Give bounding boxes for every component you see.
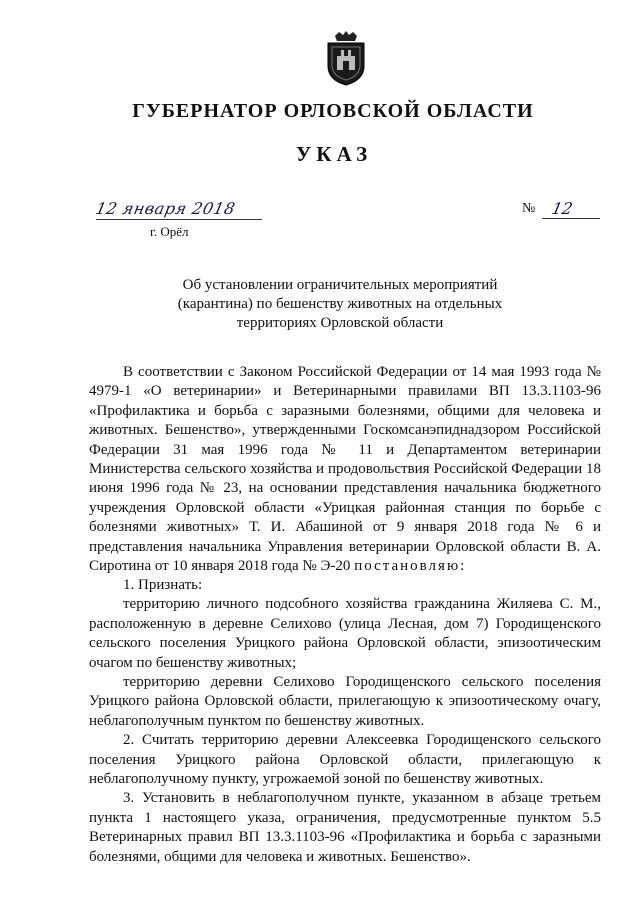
document-number-field xyxy=(522,199,600,219)
preamble-text: В соответствии с Законом Российской Федерации от 14 мая 1993 года № 4979-1 «О ветеринарии» и Ветеринарными правилами ВП 13.3.1103-96 «Профилактика и борьба с заразными болезнями, общими для человека и животных. Бешенство», утвержденными Госкомсанэпиднадзором Российской Федерации 31 мая 1996 года № 11 и Департаментом ветеринарии Министерства сельского хозяйства и продовольствия Российской Федерации 18 июня 1996 года № 23, на основании представления начальника бюджетного учреждения Орловской области «Урицкая районная станция по борьбе с болезнями животных» Т. И. Абашиной от 9 января 2018 года № 6 и представления начальника Управления ветеринарии Орловской области В. А. Сиротина от 10 января 2018 года № Э-20 xyxy=(89,364,601,575)
handwritten-date: 12 января 2018 xyxy=(93,199,238,218)
point-3: 3. Установить в неблагополучном пункте, указанном в абзаце третьем пункта 1 настоящего указа, ограничения, предусмотренные пунктом 5.5 Ветеринарных правил ВП 13.3.1103-96 «Профилактика и борьба с заразными болезнями, общими для человека и животных. Бешенство». xyxy=(89,790,601,865)
number-sign: № xyxy=(522,201,536,216)
city-label: г. Орёл xyxy=(150,224,189,239)
handwritten-number: 12 xyxy=(549,199,575,218)
coat-of-arms-emblem-icon xyxy=(323,30,369,86)
decree-points xyxy=(89,576,601,867)
point-1-item-a: территорию личного подсобного хозяйства гражданина Жиляева С. М., расположенную в деревне Селихово (улица Лесная, дом 7) Городищенского сельского поселения Урицкого района Орловской области, эпизоотическим очагом по бешенству животных; xyxy=(89,596,601,671)
date-field xyxy=(93,199,262,220)
decree-word: постановляю: xyxy=(354,558,467,575)
number-line xyxy=(542,199,600,219)
point-1-heading: 1. Признать: xyxy=(123,577,203,593)
issuing-authority: ГУБЕРНАТОР ОРЛОВСКОЙ ОБЛАСТИ xyxy=(132,100,534,122)
point-1-item-b: территорию деревни Селихово Городищенского сельского поселения Урицкого района Орловской области, прилегающую к эпизоотическому очагу, неблагополучным пунктом по бешенству животных. xyxy=(89,674,601,729)
document-type-title: УКАЗ xyxy=(295,142,373,166)
preamble-block xyxy=(89,363,601,576)
preamble-paragraph xyxy=(89,363,601,576)
point-2: 2. Считать территорию деревни Алексеевка Городищенского сельского поселения Урицкого района Орловской области, прилегающую к неблагополучному пункту, угрожаемой зоной по бешенству животных. xyxy=(89,732,601,788)
decree-subject-title: Об установлении ограничительных мероприятий (карантина) по бешенству животных на отдельных территориях Орловской области xyxy=(177,277,503,331)
